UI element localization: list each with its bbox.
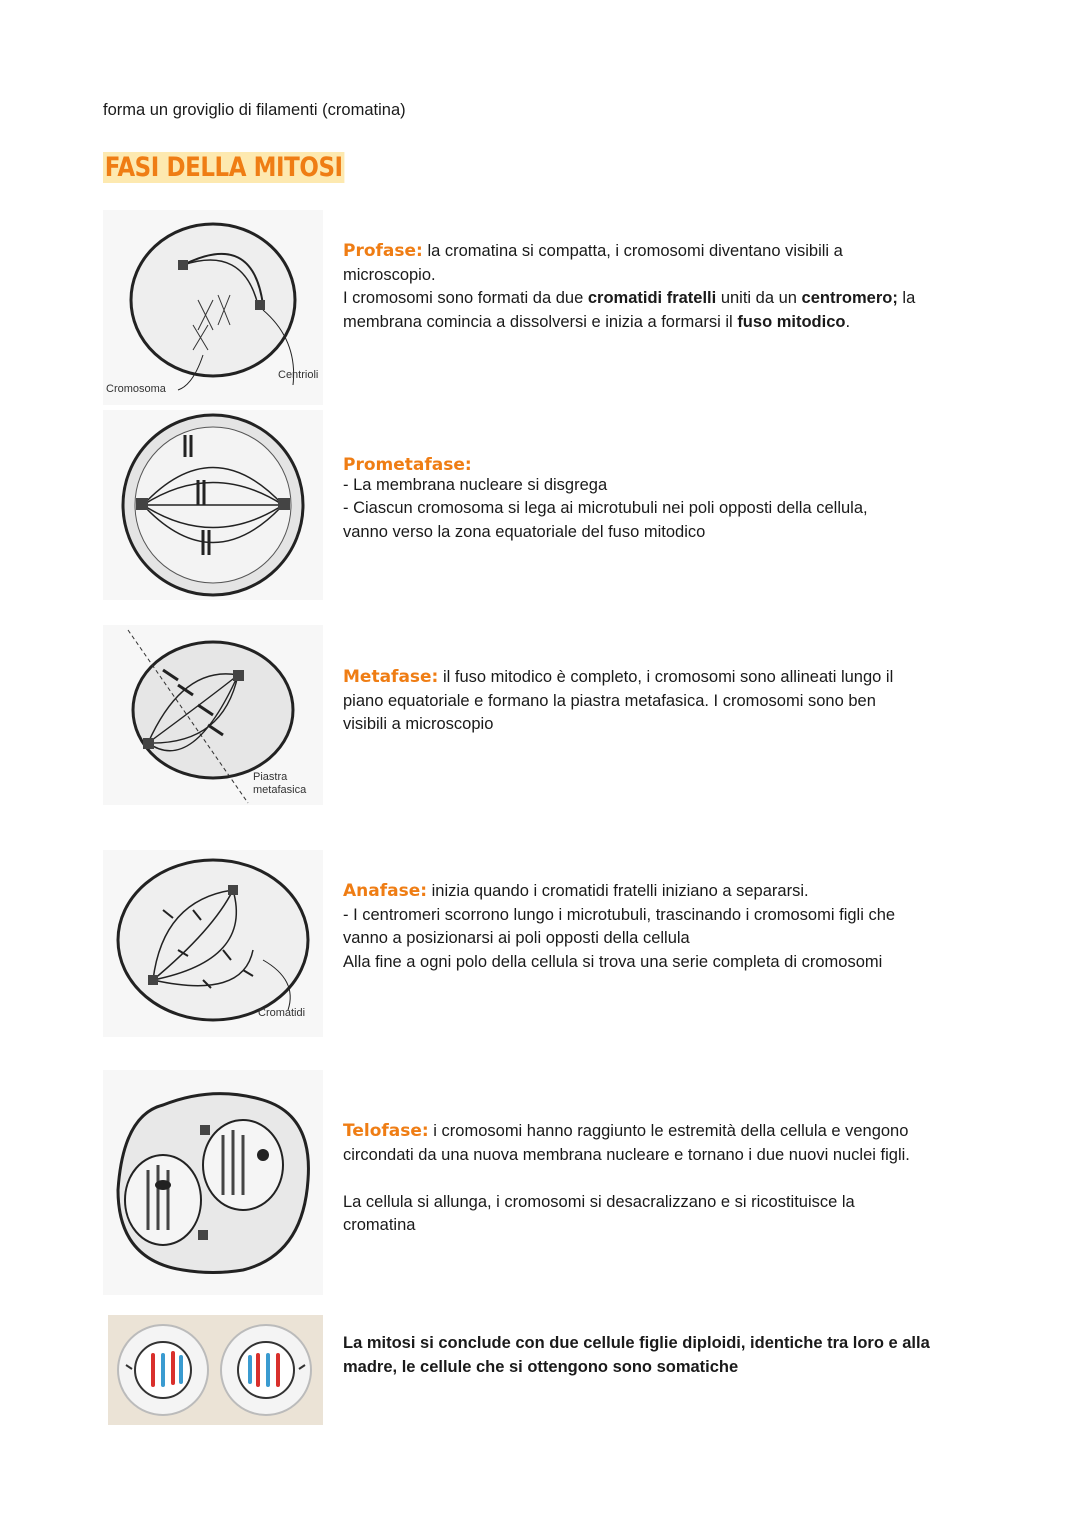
daughter-cells-illustration bbox=[108, 1315, 323, 1425]
conclusion-text bbox=[343, 1332, 1023, 1379]
prometaphase-text bbox=[343, 454, 1023, 544]
text-line: vanno verso la zona equatoriale del fuso mitodico bbox=[343, 522, 706, 541]
piastra-metafasica-label: Piastra metafasica bbox=[253, 771, 307, 796]
section-title: FASI DELLA MITOSI bbox=[104, 152, 343, 183]
text-line: - Ciascun cromosoma si lega ai microtubuli nei poli opposti della cellula, bbox=[343, 499, 868, 517]
text-line: microscopio. bbox=[343, 265, 436, 284]
text-line: La mitosi si conclude con due cellule figlie diploidi, identiche tra loro e alla bbox=[343, 1334, 930, 1352]
text-line: I cromosomi sono formati da due cromatidi fratelli uniti da un centromero; la bbox=[343, 289, 916, 307]
metaphase-text bbox=[343, 666, 1023, 737]
phase-title: Profase: bbox=[343, 241, 423, 261]
text-line: la cromatina si compatta, i cromosomi diventano visibili a bbox=[427, 242, 843, 260]
centrioli-label: Centrioli bbox=[278, 369, 319, 381]
cromosoma-label: Cromosoma bbox=[106, 383, 166, 395]
text-line: Alla fine a ogni polo della cellula si trova una serie completa di cromosomi bbox=[343, 952, 883, 971]
text-line: - I centromeri scorrono lungo i microtubuli, trascinando i cromosomi figli che bbox=[343, 905, 896, 924]
telophase-text bbox=[343, 1120, 1023, 1238]
text-line: il fuso mitodico è completo, i cromosomi sono allineati lungo il bbox=[442, 668, 894, 686]
telophase-illustration bbox=[103, 1070, 323, 1295]
text-line: i cromosomi hanno raggiunto le estremità della cellula e vengono bbox=[433, 1122, 909, 1140]
phase-title: Telofase: bbox=[343, 1121, 429, 1141]
anaphase-text bbox=[343, 880, 1023, 974]
text-line: cromatina bbox=[343, 1216, 416, 1234]
metaphase-illustration bbox=[103, 625, 323, 805]
intro-text: forma un groviglio di filamenti (cromatina) bbox=[103, 101, 406, 119]
phase-title: Prometafase: bbox=[343, 455, 472, 475]
text-line: - La membrana nucleare si disgrega bbox=[343, 475, 608, 494]
phase-title: Metafase: bbox=[343, 667, 439, 687]
anaphase-illustration bbox=[103, 850, 323, 1037]
text-line: piano equatoriale e formano la piastra metafasica. I cromosomi sono ben bbox=[343, 691, 876, 710]
text-line: visibili a microscopio bbox=[343, 715, 494, 733]
text-line: La cellula si allunga, i cromosomi si desacralizzano e si ricostituisce la bbox=[343, 1192, 855, 1211]
text-line: vanno a posizionarsi ai poli opposti della cellula bbox=[343, 929, 690, 947]
phase-title: Anafase: bbox=[343, 881, 428, 901]
cromatidi-label: Cromatidi bbox=[258, 1007, 306, 1019]
text-line: circondati da una nuova membrana nucleare e tornano i due nuovi nuclei figli. bbox=[343, 1145, 910, 1164]
text-line: membrana comincia a dissolversi e inizia a formarsi il fuso mitodico. bbox=[343, 312, 851, 331]
text-line: inizia quando i cromatidi fratelli iniziano a separarsi. bbox=[431, 882, 809, 900]
prophase-text bbox=[343, 240, 1003, 334]
text-line: madre, le cellule che si ottengono sono somatiche bbox=[343, 1357, 739, 1376]
prophase-illustration bbox=[103, 210, 323, 405]
prometaphase-illustration bbox=[103, 410, 323, 600]
